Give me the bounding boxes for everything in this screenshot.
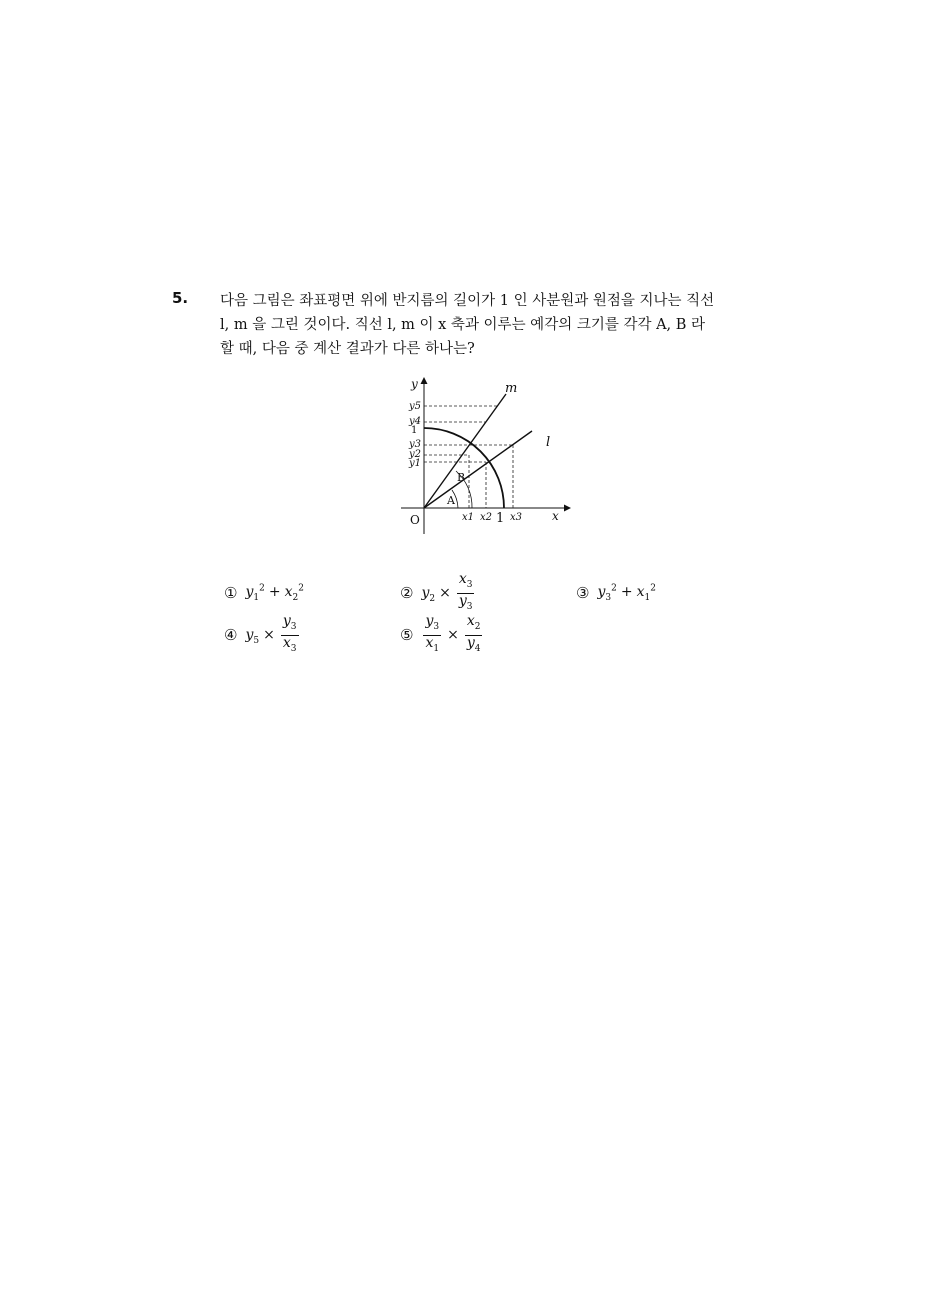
choice-2[interactable] xyxy=(400,570,477,612)
x1-tick-label: x1 xyxy=(462,512,475,523)
choice-1[interactable] xyxy=(224,576,304,610)
question-line-3: 할 때, 다음 중 계산 결과가 다른 하나는? xyxy=(220,341,475,357)
choice-4[interactable] xyxy=(224,612,301,654)
choice-3-mark: ③ xyxy=(576,584,590,602)
y-axis-label: y xyxy=(411,377,418,391)
x3-tick-label: x3 xyxy=(510,512,523,523)
angle-A-label: A xyxy=(447,494,455,507)
question-text xyxy=(220,289,760,361)
choice-4-mark: ④ xyxy=(224,626,238,644)
line-l xyxy=(424,431,532,508)
line-l-label: l xyxy=(546,435,551,450)
question-number: 5. xyxy=(172,289,189,307)
choice-3[interactable] xyxy=(576,576,656,610)
one-y-tick-label: 1 xyxy=(411,425,418,436)
coordinate-figure xyxy=(396,374,576,539)
choice-3-expr: $y_3^2 + x_1^2$ xyxy=(597,583,656,603)
y4-tick-label: y4 xyxy=(409,416,422,427)
y-axis-arrow xyxy=(421,377,428,384)
choice-4-expr: $y_5$ × $\frac{y_3}{x_3}$ xyxy=(245,612,297,654)
line-m xyxy=(424,394,506,508)
origin-label: O xyxy=(410,513,420,527)
one-x-tick-label: 1 xyxy=(496,511,505,526)
choice-5[interactable] xyxy=(400,612,485,654)
choice-2-mark: ② xyxy=(400,584,414,602)
x-axis-label: x xyxy=(552,509,559,523)
y3-tick-label: y3 xyxy=(409,439,422,450)
question-line-1: 다음 그림은 좌표평면 위에 반지름의 길이가 1 인 사분원과 원점을 지나는 직선 xyxy=(220,293,715,309)
choice-5-mark: ⑤ xyxy=(400,626,414,644)
choice-1-expr: $y_1^2 + x_2^2$ xyxy=(245,583,304,603)
x-axis-arrow xyxy=(564,505,571,512)
choice-5-expr: $\frac{y_3}{x_1}$ × $\frac{x_2}{y_4}$ xyxy=(425,612,481,654)
choice-1-mark: ① xyxy=(224,584,238,602)
line-m-label: m xyxy=(505,381,518,396)
x2-tick-label: x2 xyxy=(480,512,493,523)
angle-B-label: B xyxy=(457,471,466,484)
question-line-2: l, m 을 그린 것이다. 직선 l, m 이 x 축과 이루는 예각의 크기를 각각 A, B 라 xyxy=(220,317,706,333)
y1-tick-label: y1 xyxy=(409,458,422,469)
choice-2-expr: $y_2$ × $\frac{x_3}{y_3}$ xyxy=(421,570,473,612)
y2-tick-label: y2 xyxy=(409,449,422,460)
y5-tick-label: y5 xyxy=(409,401,422,412)
quarter-circle xyxy=(424,428,504,508)
